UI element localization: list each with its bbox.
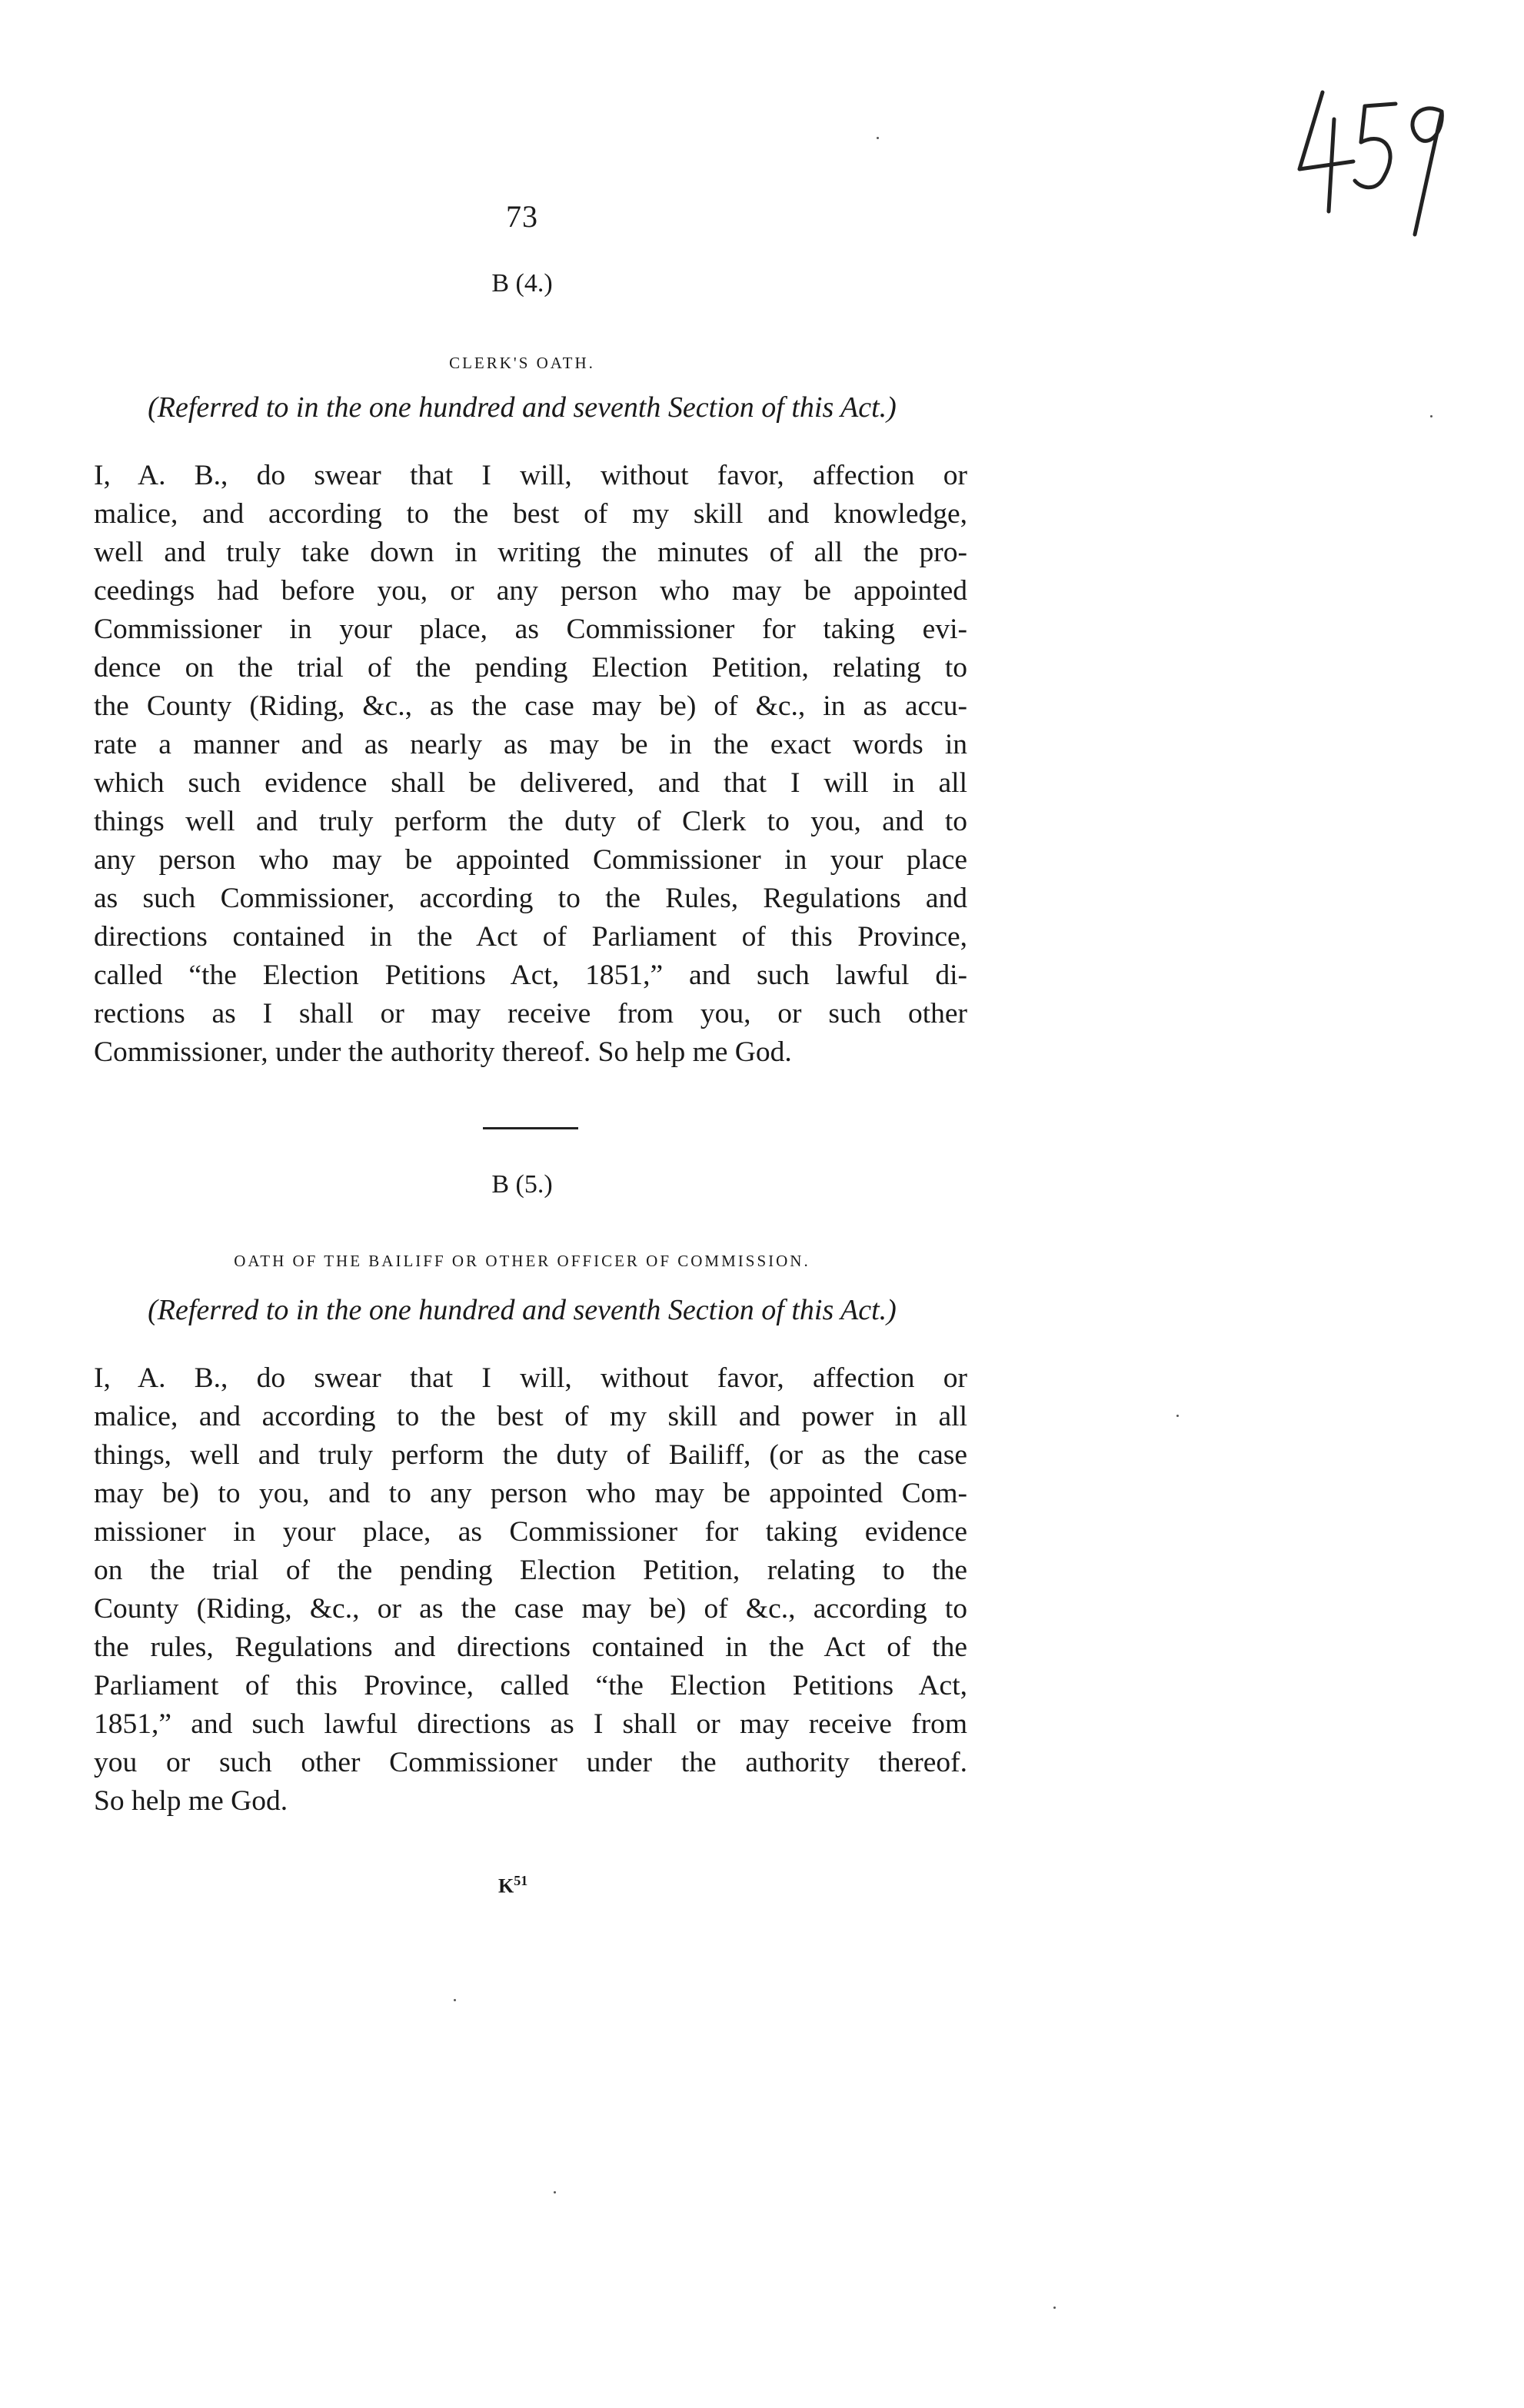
section-label-b5: B (5.)	[491, 1170, 553, 1199]
oath-line: you or such other Commissioner under the authority thereof.	[94, 1747, 967, 1778]
oath-line: malice, and according to the best of my skill and knowledge,	[94, 498, 967, 530]
oath-line: as such Commissioner, according to the Rules, Regulations and	[94, 883, 967, 914]
oath-line: I, A. B., do swear that I will, without favor, affection or	[94, 460, 967, 491]
oath-line: County (Riding, &c., or as the case may be) of &c., according to	[94, 1593, 967, 1625]
oath-line: things, well and truly perform the duty of Bailiff, (or as the case	[94, 1439, 967, 1471]
page-number: 73	[506, 199, 538, 234]
section-divider-rule	[483, 1127, 578, 1129]
scan-speck	[454, 1999, 456, 2001]
oath-line: the rules, Regulations and directions contained in the Act of the	[94, 1631, 967, 1663]
oath-line: rate a manner and as nearly as may be in the exact words in	[94, 729, 967, 760]
oath-line: the County (Riding, &c., as the case may be) of &c., in as accu-	[94, 690, 967, 722]
printer-signature-mark	[498, 1873, 527, 1898]
scan-speck	[1430, 415, 1432, 417]
oath-line: things well and truly perform the duty of Clerk to you, and to	[94, 806, 967, 837]
oath-line: which such evidence shall be delivered, and that I will in all	[94, 767, 967, 799]
section-reference-b4: (Referred to in the one hundred and seventh Section of this Act.)	[148, 391, 897, 424]
oath-line: malice, and according to the best of my skill and power in all	[94, 1401, 967, 1432]
oath-line: rections as I shall or may receive from you, or such other	[94, 998, 967, 1029]
section-reference-b5: (Referred to in the one hundred and seventh Section of this Act.)	[148, 1294, 897, 1326]
scan-speck	[1053, 2307, 1056, 2309]
oath-line: I, A. B., do swear that I will, without favor, affection or	[94, 1362, 967, 1394]
section-title-bailiffs-oath: OATH OF THE BAILIFF OR OTHER OFFICER OF COMMISSION.	[234, 1252, 810, 1270]
clerks-oath-text	[94, 457, 967, 1072]
signature-number: 51	[514, 1873, 528, 1888]
handwritten-folio-number	[1269, 77, 1469, 246]
signature-letter: K	[498, 1874, 514, 1897]
bailiffs-oath-text	[94, 1359, 967, 1821]
oath-line: So help me God.	[94, 1785, 288, 1817]
scan-speck	[554, 2191, 556, 2193]
oath-line: well and truly take down in writing the minutes of all the pro-	[94, 537, 967, 568]
oath-line: dence on the trial of the pending Election Petition, relating to	[94, 652, 967, 683]
oath-line: Parliament of this Province, called “the Election Petitions Act,	[94, 1670, 967, 1701]
folio-handwriting-icon	[1269, 77, 1469, 246]
oath-line: Commissioner, under the authority thereof. So help me God.	[94, 1036, 792, 1068]
oath-line: Commissioner in your place, as Commissioner for taking evi-	[94, 614, 967, 645]
oath-line: may be) to you, and to any person who may be appointed Com-	[94, 1478, 967, 1509]
oath-line: 1851,” and such lawful directions as I shall or may receive from	[94, 1708, 967, 1740]
scan-speck	[877, 137, 879, 139]
section-title-clerks-oath: CLERK'S OATH.	[449, 354, 595, 372]
oath-line: missioner in your place, as Commissioner for taking evidence	[94, 1516, 967, 1548]
scan-speck	[1176, 1415, 1179, 1417]
oath-line: any person who may be appointed Commissioner in your place	[94, 844, 967, 876]
oath-line: directions contained in the Act of Parliament of this Province,	[94, 921, 967, 953]
oath-line: on the trial of the pending Election Petition, relating to the	[94, 1555, 967, 1586]
section-label-b4: B (4.)	[491, 269, 553, 298]
oath-line: ceedings had before you, or any person who may be appointed	[94, 575, 967, 607]
oath-line: called “the Election Petitions Act, 1851,” and such lawful di-	[94, 960, 967, 991]
